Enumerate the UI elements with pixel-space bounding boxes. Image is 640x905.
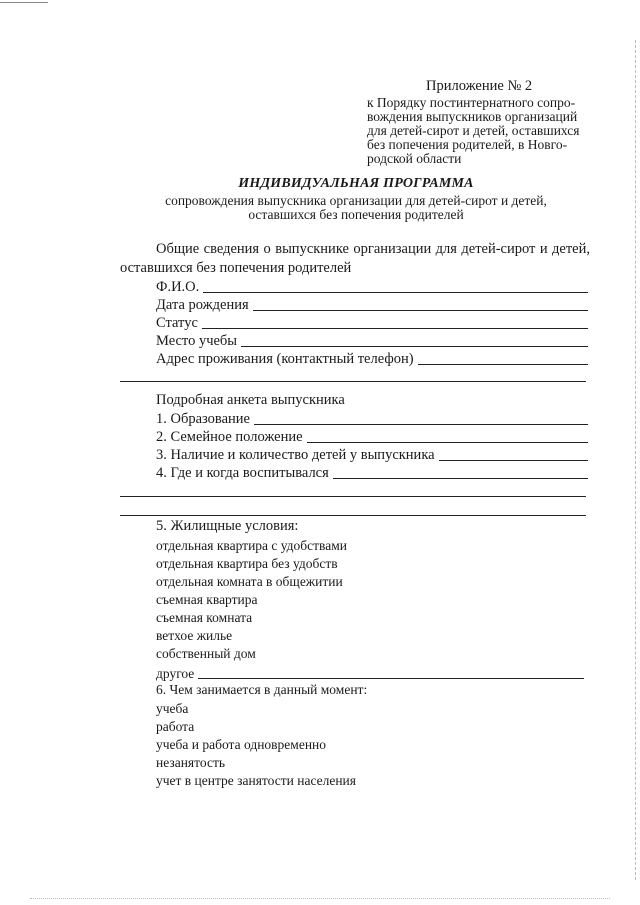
fill-in-line[interactable] bbox=[307, 442, 588, 443]
scan-edge-mark bbox=[635, 40, 636, 880]
fill-in-line[interactable] bbox=[120, 515, 586, 516]
field-label: Дата рождения bbox=[156, 297, 249, 313]
field-label: Статус bbox=[156, 315, 198, 331]
field-label: Адрес проживания (контактный телефон) bbox=[156, 351, 414, 367]
fill-in-line[interactable] bbox=[333, 478, 588, 479]
fill-in-line[interactable] bbox=[120, 496, 586, 497]
subtitle-line: оставшихся без попечения родителей bbox=[248, 207, 464, 222]
general-info-intro: Общие сведения о выпускнике организации для детей-сирот и детей, оставшихся без попечения родителей bbox=[120, 241, 590, 276]
subtitle-line: сопровождения выпускника организации для детей-сирот и детей, bbox=[165, 193, 547, 208]
field-label: 2. Семейное положение bbox=[156, 429, 303, 445]
field-label: другое bbox=[156, 666, 195, 681]
housing-options bbox=[156, 537, 347, 663]
order-reference-line: без попечения родителей, в Новго- bbox=[367, 137, 568, 152]
document-title: ИНДИВИДУАЛЬНАЯ ПРОГРАММА bbox=[238, 176, 474, 191]
scan-edge-mark bbox=[30, 898, 610, 899]
field-marital-status[interactable] bbox=[156, 428, 588, 446]
occupation-heading: 6. Чем занимается в данный момент: bbox=[156, 682, 368, 697]
field-education[interactable] bbox=[156, 410, 588, 428]
list-item[interactable]: собственный дом bbox=[156, 646, 256, 661]
order-reference-line: для детей-сирот и детей, оставшихся bbox=[367, 123, 580, 138]
order-reference-line: вождения выпускников организаций bbox=[367, 109, 578, 124]
list-item[interactable]: ветхое жилье bbox=[156, 628, 233, 643]
housing-heading: 5. Жилищные условия: bbox=[156, 518, 299, 534]
field-label: Ф.И.О. bbox=[156, 279, 200, 295]
fill-in-line[interactable] bbox=[120, 381, 586, 382]
occupation-options bbox=[156, 700, 356, 790]
list-item[interactable]: отдельная квартира без удобств bbox=[156, 556, 338, 571]
field-label: 4. Где и когда воспитывался bbox=[156, 465, 329, 481]
fill-in-line[interactable] bbox=[203, 292, 588, 293]
list-item[interactable]: отдельная квартира с удобствами bbox=[156, 538, 348, 553]
field-address-phone[interactable] bbox=[156, 350, 588, 368]
list-item[interactable]: работа bbox=[156, 719, 195, 734]
field-label: 3. Наличие и количество детей у выпускника bbox=[156, 447, 435, 463]
list-item[interactable]: съемная квартира bbox=[156, 592, 258, 607]
field-place-of-study[interactable] bbox=[156, 332, 588, 350]
field-children[interactable] bbox=[156, 446, 588, 464]
field-full-name[interactable] bbox=[156, 278, 588, 296]
fill-in-line[interactable] bbox=[254, 424, 588, 425]
field-label: 1. Образование bbox=[156, 411, 250, 427]
list-item[interactable]: незанятость bbox=[156, 755, 225, 770]
order-reference bbox=[367, 96, 597, 166]
field-birth-date[interactable] bbox=[156, 296, 588, 314]
fill-in-line[interactable] bbox=[418, 364, 588, 365]
questionnaire-heading: Подробная анкета выпускника bbox=[156, 392, 345, 408]
field-housing-other[interactable] bbox=[156, 664, 584, 682]
list-item[interactable]: отдельная комната в общежитии bbox=[156, 574, 343, 589]
appendix-number: Приложение № 2 bbox=[426, 78, 533, 94]
fill-in-line[interactable] bbox=[198, 678, 584, 679]
order-reference-line: родской области bbox=[367, 151, 462, 166]
list-item[interactable]: учеба и работа одновременно bbox=[156, 737, 327, 752]
fill-in-line[interactable] bbox=[439, 460, 588, 461]
field-upbringing[interactable] bbox=[156, 464, 588, 482]
fill-in-line[interactable] bbox=[202, 328, 588, 329]
fill-in-line[interactable] bbox=[253, 310, 588, 311]
list-item[interactable]: учет в центре занятости населения bbox=[156, 773, 356, 788]
fill-in-line[interactable] bbox=[241, 346, 588, 347]
field-label: Место учебы bbox=[156, 333, 238, 349]
list-item[interactable]: съемная комната bbox=[156, 610, 253, 625]
field-status[interactable] bbox=[156, 314, 588, 332]
order-reference-line: к Порядку постинтернатного сопро- bbox=[367, 95, 576, 110]
document-subtitle bbox=[0, 194, 640, 222]
list-item[interactable]: учеба bbox=[156, 701, 189, 716]
scan-edge-mark bbox=[0, 2, 48, 3]
